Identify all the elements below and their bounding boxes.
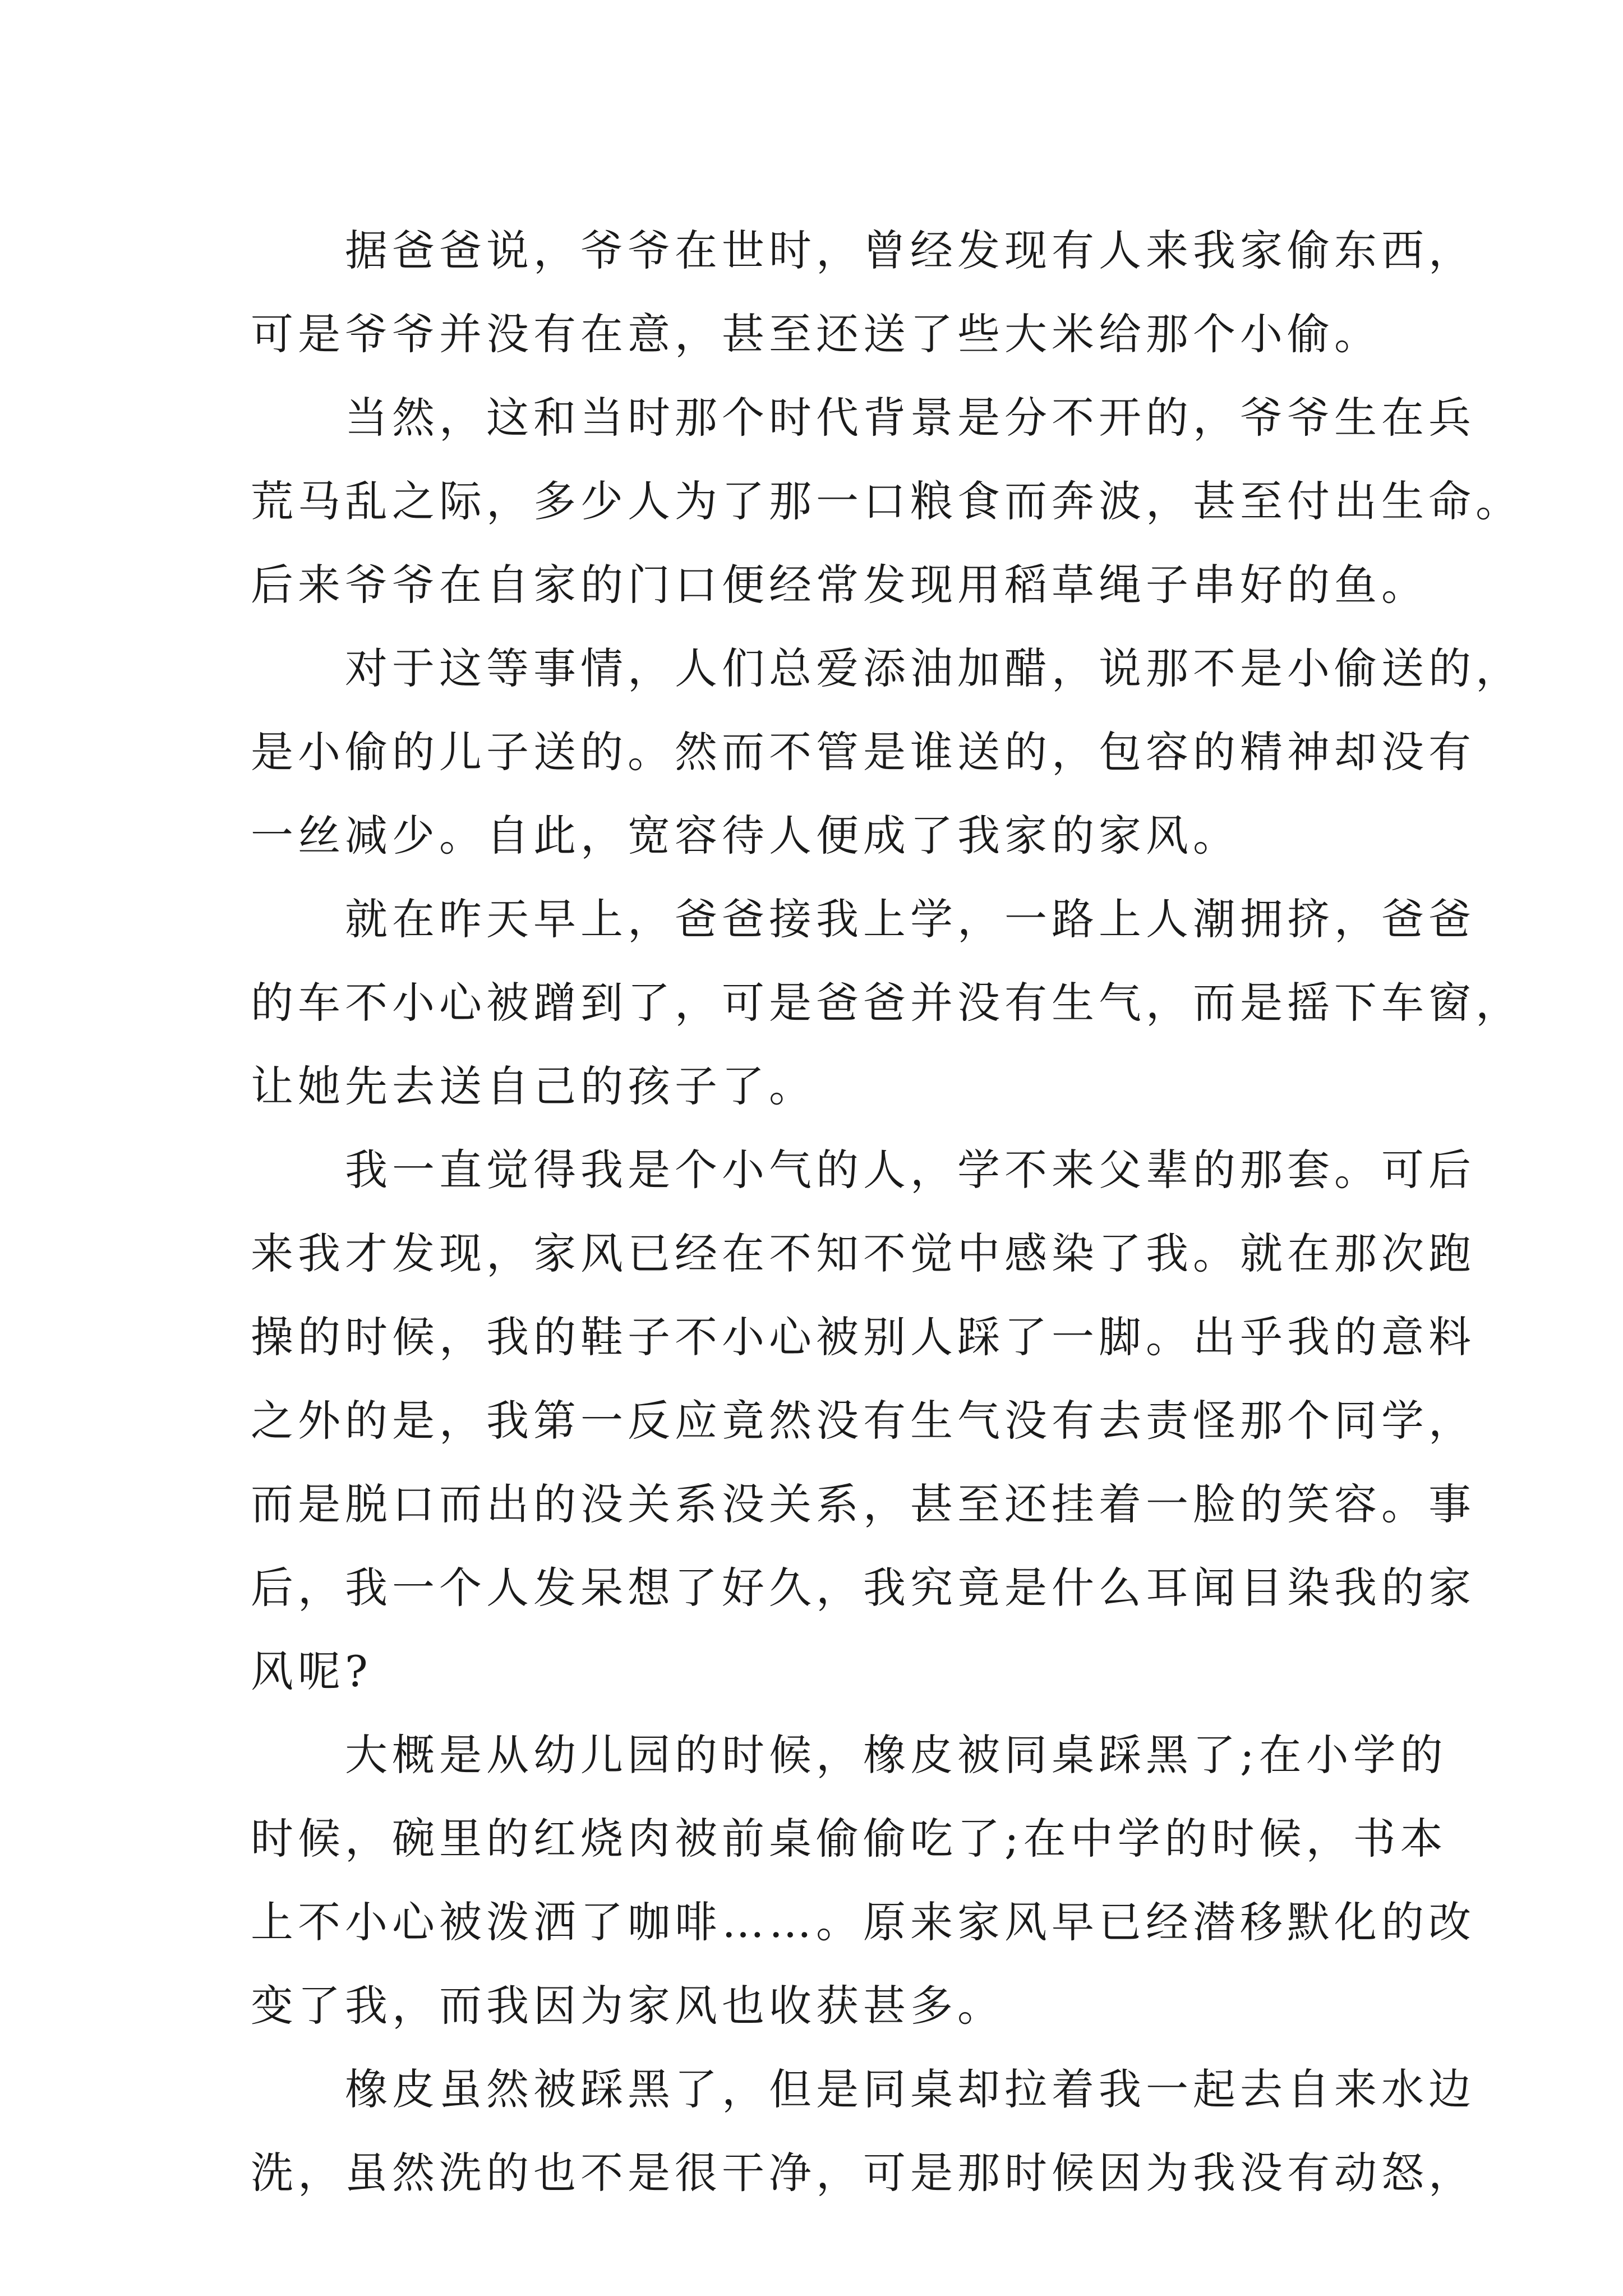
text-line: 风呢? — [251, 1646, 372, 1696]
document-body — [251, 209, 1523, 2215]
text-line: 操的时候，我的鞋子不小心被别人踩了一脚。出乎我的意料 — [251, 1312, 1476, 1362]
text-line: 当然，这和当时那个时代背景是分不开的，爷爷生在兵 — [345, 393, 1476, 443]
text-line: 就在昨天早上，爸爸接我上学，一路上人潮拥挤，爸爸 — [345, 894, 1476, 944]
text-line: 橡皮虽然被踩黑了，但是同桌却拉着我一起去自来水边 — [345, 2064, 1476, 2114]
text-line: 后，我一个人发呆想了好久，我究竟是什么耳闻目染我的家 — [251, 1563, 1476, 1613]
text-line: 荒马乱之际，多少人为了那一口粮食而奔波，甚至付出生命。 — [251, 476, 1523, 526]
text-line: 的车不小心被蹭到了，可是爸爸并没有生气，而是摇下车窗， — [251, 978, 1523, 1028]
text-line: 让她先去送自己的孩子了。 — [251, 1061, 816, 1111]
text-line: 之外的是，我第一反应竟然没有生气没有去责怪那个同学， — [251, 1396, 1476, 1446]
text-line: 对于这等事情，人们总爱添油加醋，说那不是小偷送的， — [345, 643, 1523, 693]
text-line: 来我才发现，家风已经在不知不觉中感染了我。就在那次跑 — [251, 1228, 1476, 1278]
text-line: 大概是从幼儿园的时候，橡皮被同桌踩黑了;在小学的 — [345, 1730, 1447, 1780]
text-line: 而是脱口而出的没关系没关系，甚至还挂着一脸的笑容。事 — [251, 1479, 1476, 1529]
text-line: 一丝减少。自此，宽容待人便成了我家的家风。 — [251, 811, 1240, 861]
text-line: 是小偷的儿子送的。然而不管是谁送的，包容的精神却没有 — [251, 727, 1476, 777]
text-line: 上不小心被泼洒了咖啡……。原来家风早已经潜移默化的改 — [251, 1897, 1476, 1947]
text-line: 据爸爸说，爷爷在世时，曾经发现有人来我家偷东西， — [345, 226, 1476, 275]
text-line: 后来爷爷在自家的门口便经常发现用稻草绳子串好的鱼。 — [251, 560, 1428, 610]
text-line: 洗，虽然洗的也不是很干净，可是那时候因为我没有动怒， — [251, 2148, 1476, 2198]
text-line: 我一直觉得我是个小气的人，学不来父辈的那套。可后 — [345, 1145, 1476, 1195]
text-line: 可是爷爷并没有在意，甚至还送了些大米给那个小偷。 — [251, 309, 1381, 359]
text-line: 时候，碗里的红烧肉被前桌偷偷吃了;在中学的时候，书本 — [251, 1814, 1447, 1864]
text-line: 变了我，而我因为家风也收获甚多。 — [251, 1981, 1004, 2031]
